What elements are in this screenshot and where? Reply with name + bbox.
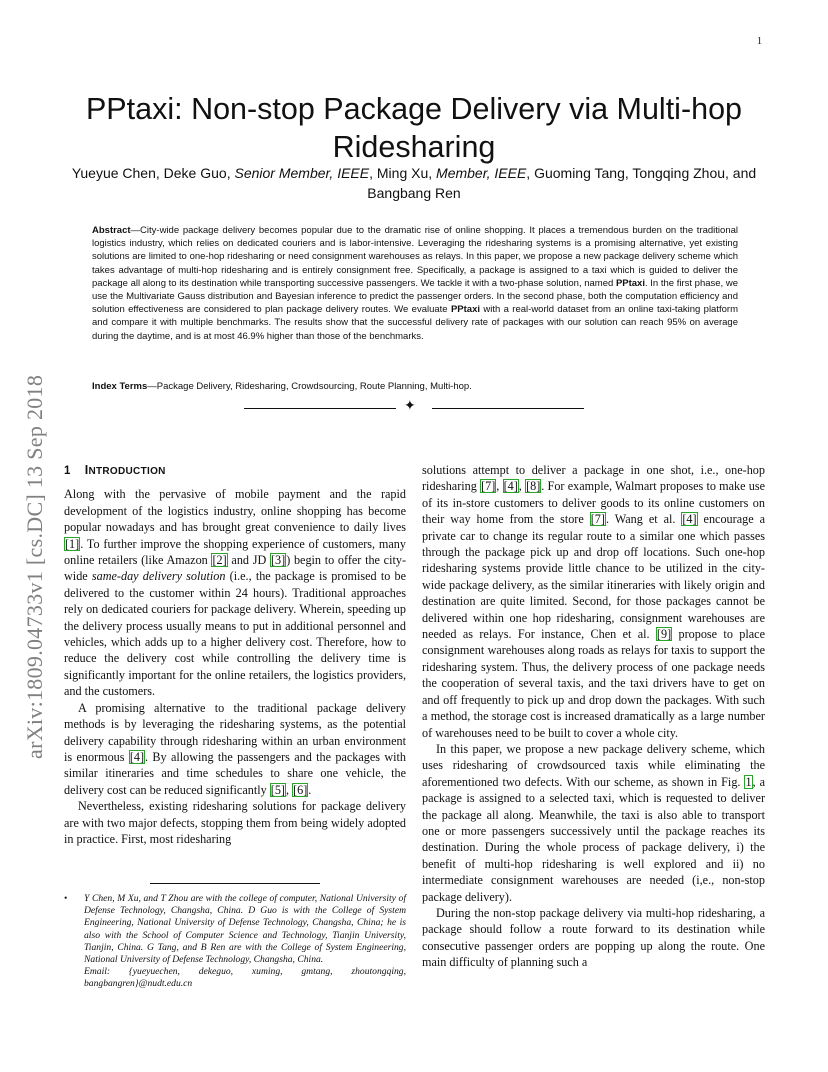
text-run: ) begin to offer the city-wide	[64, 553, 406, 584]
text-run: (i.e., the package is promised to be delivered to the customer within 24 hours). Traditional approaches rely on dedicated couriers for package delivery. Wherein, speeding up the delivery process usually means to put in additional personnel and vehicles, which adds up to a higher delivery cost. Therefore, how to reduce the delivery cost while controlling the delivery time is significantly important for the online retailers, the logistics providers, and the customers.	[64, 569, 406, 699]
paragraph: During the non-stop package delivery via multi-hop ridesharing, a package should follow a route forward to its destination while consecutive passenger orders are popping up along the route. One main difficulty of planning such a	[422, 905, 765, 970]
abstract	[92, 224, 738, 343]
section-title-rest: NTRODUCTION	[88, 466, 166, 477]
text-run: . To further improve the shopping experience of customers, many online retailers (like Amazon	[64, 536, 406, 568]
text-run: and JD	[227, 553, 270, 568]
author-role: Senior Member, IEEE	[234, 165, 370, 181]
citation-link[interactable]: [5]	[270, 782, 285, 797]
system-name: PPtaxi	[450, 304, 480, 316]
text-run: solutions attempt to deliver a package in one shot, i.e., one-hop ridesharing	[422, 463, 765, 494]
arxiv-stamp: arXiv:1809.04733v1 [cs.DC] 13 Sep 2018	[22, 374, 47, 759]
authors-part: , Ming Xu,	[369, 165, 437, 181]
text-run: A promising alternative to the traditional package delivery methods is by leveraging the ridesharing systems, as the potential delivery capability through ridesharing within an urban environment is enormous	[64, 700, 406, 764]
citation-link[interactable]: [8]	[526, 479, 541, 494]
text-run: , a package is assigned to a selected taxi, which is requested to deliver the package all along. Meanwhile, the taxi is also able to transport one or more passengers successively until the package reaches its destination. During the whole process of package delivery, i) the benefit of multi-hop ridesharing is well explored and ii) no intermediate consignment warehouses are needed (i,e., non-stop package delivery).	[422, 774, 765, 904]
section-number: 1	[64, 465, 71, 477]
index-terms-text: —Package Delivery, Ridesharing, Crowdsourcing, Route Planning, Multi-hop.	[147, 381, 472, 392]
paragraph	[64, 486, 406, 699]
text-run: ,	[496, 479, 503, 494]
text-run: ,	[518, 479, 526, 494]
citation-link[interactable]: [3]	[270, 553, 286, 568]
text-run: encourage a private car to change its regular route to a similar one which passes through the package pick up and drop off locations. Such one-hop ridesharing systems provide little chance to be utilized in the city-wide package delivery, as the similar itineraries with likely origin and destination are quite limited. Second, for those packages cannot be delivered within one hop ridesharing, consignment warehouses are needed as relays. For instance, Chen et al.	[422, 512, 765, 642]
footnote-email: Email: {yueyuechen, dekeguo, xuming, gmtang, zhoutongqing, bangbangren}@nudt.edu.cn	[84, 966, 406, 990]
citation-link[interactable]: [6]	[293, 782, 308, 797]
left-column	[64, 462, 406, 847]
footnote-rule	[150, 883, 320, 884]
abstract-text: . In the first phase, we use the Multivariate Gauss distribution and Bayesian inference to predict the passenger orders. In the second phase, both the computation efficiency and solution effectiveness are considered to plan package delivery routes. We evaluate	[92, 277, 738, 316]
paragraph	[422, 741, 765, 905]
citation-link[interactable]: [7]	[590, 512, 605, 527]
text-run: .	[308, 782, 312, 797]
section-title-initial: I	[84, 463, 89, 477]
paper-title: PPtaxi: Non-stop Package Delivery via Multi-hop Ridesharing	[85, 92, 743, 165]
author-role: Member, IEEE	[436, 165, 527, 181]
paragraph	[64, 700, 406, 798]
page-number: 1	[757, 36, 762, 47]
citation-link[interactable]: [9]	[656, 627, 672, 642]
paragraph	[422, 462, 765, 741]
abstract-label: Abstract	[92, 225, 131, 236]
figure-link[interactable]: 1	[745, 774, 752, 789]
text-run: . For example, Walmart proposes to make use of its in-store customers to deliver goods to its online customers on their way home from the store	[422, 479, 766, 527]
section-heading	[64, 462, 406, 480]
text-run: Along with the pervasive of mobile payment and the rapid development of the logistics industry, online shopping has become popular nowadays and has brought great convenience to daily lives	[64, 487, 406, 535]
footnote-affiliations: Y Chen, M Xu, and T Zhou are with the college of computer, National University of Defense Technology, Changsha, China. D Guo is with the College of System Engineering, National University of Defense Technology, Changsha, China; he is also with the School of Computer Science and Technology, Tianjin University, Tianjin, China. G Tang, and B Ren are with the College of System Engineering, National University of Defense Technology, Changsha, China.	[84, 893, 406, 966]
authors-part: , Guoming Tang, Tongqing Zhou, and Bangbang Ren	[367, 165, 757, 201]
text-run: ,	[285, 782, 293, 797]
right-column	[422, 462, 765, 971]
divider-line	[432, 408, 584, 409]
index-terms	[92, 380, 738, 393]
footnote	[64, 893, 406, 991]
text-run: In this paper, we propose a new package delivery scheme, which uses ridesharing of crowdsourced taxis while eliminating the aforementioned two defects. With our scheme, as shown in Fig.	[422, 741, 765, 789]
divider-ornament-icon: ✦	[404, 399, 416, 414]
authors-part: Yueyue Chen, Deke Guo,	[71, 165, 235, 181]
citation-link[interactable]: [4]	[503, 479, 518, 494]
citation-link[interactable]: [4]	[129, 749, 145, 764]
citation-link[interactable]: [2]	[212, 553, 227, 568]
citation-link[interactable]: [7]	[481, 479, 496, 494]
abstract-text: —City-wide package delivery becomes popular due to the dramatic rise of online shopping. It places a tremendous burden on the traditional logistics industry, which relies on dedicated couriers and is labor-intensive. Leveraging the ridesharing systems is a promising alternative, yet existing solutions are limited to one-hop ridesharing or need consignment warehouses as relays. In this paper, we propose a new package delivery scheme which takes advantage of multi-hop ridesharing and is entirely consignment free. Specifically, a package is assigned to a taxi which is guided to deliver the package all along to its destination while transporting successive passengers. We tackle it with a two-phase solution, named	[92, 225, 738, 289]
system-name: PPtaxi	[615, 277, 645, 289]
bullet-icon: •	[64, 893, 68, 904]
index-terms-label: Index Terms	[92, 381, 148, 392]
author-list	[60, 163, 768, 203]
text-run: . Wang et al.	[605, 512, 682, 527]
divider-line	[244, 408, 396, 409]
text-run: . By allowing the passengers and the packages with similar itineraries and time schedules to share one vehicle, the delivery cost can be reduced significantly	[64, 749, 406, 797]
abstract-text: with a real-world dataset from an online taxi-taking platform and compare it with multiple benchmarks. The results show that the successful delivery rate of packages with our solution can reach 95% on average during the daytime, and is at most 46.9% higher than those of the benchmarks.	[92, 304, 738, 342]
text-run: propose to place consignment warehouses along roads as relays for taxis to support the ridesharing system. Thus, the delivery process of one package needs the cooperation of several taxis, and the taxi drivers have to get on and off frequently to pick up and drop down the packages. With such a method, the storage cost is increased dramatically as a large number of warehouses need to be built to cover a whole city.	[422, 627, 765, 740]
citation-link[interactable]: [4]	[682, 512, 697, 527]
emphasis: same-day delivery solution	[91, 569, 226, 584]
citation-link[interactable]: [1]	[65, 536, 80, 551]
section-divider	[244, 401, 584, 415]
paragraph: Nevertheless, existing ridesharing solutions for package delivery are with two major defects, stopping them from being widely adopted in practice. First, most ridesharing	[64, 799, 406, 846]
